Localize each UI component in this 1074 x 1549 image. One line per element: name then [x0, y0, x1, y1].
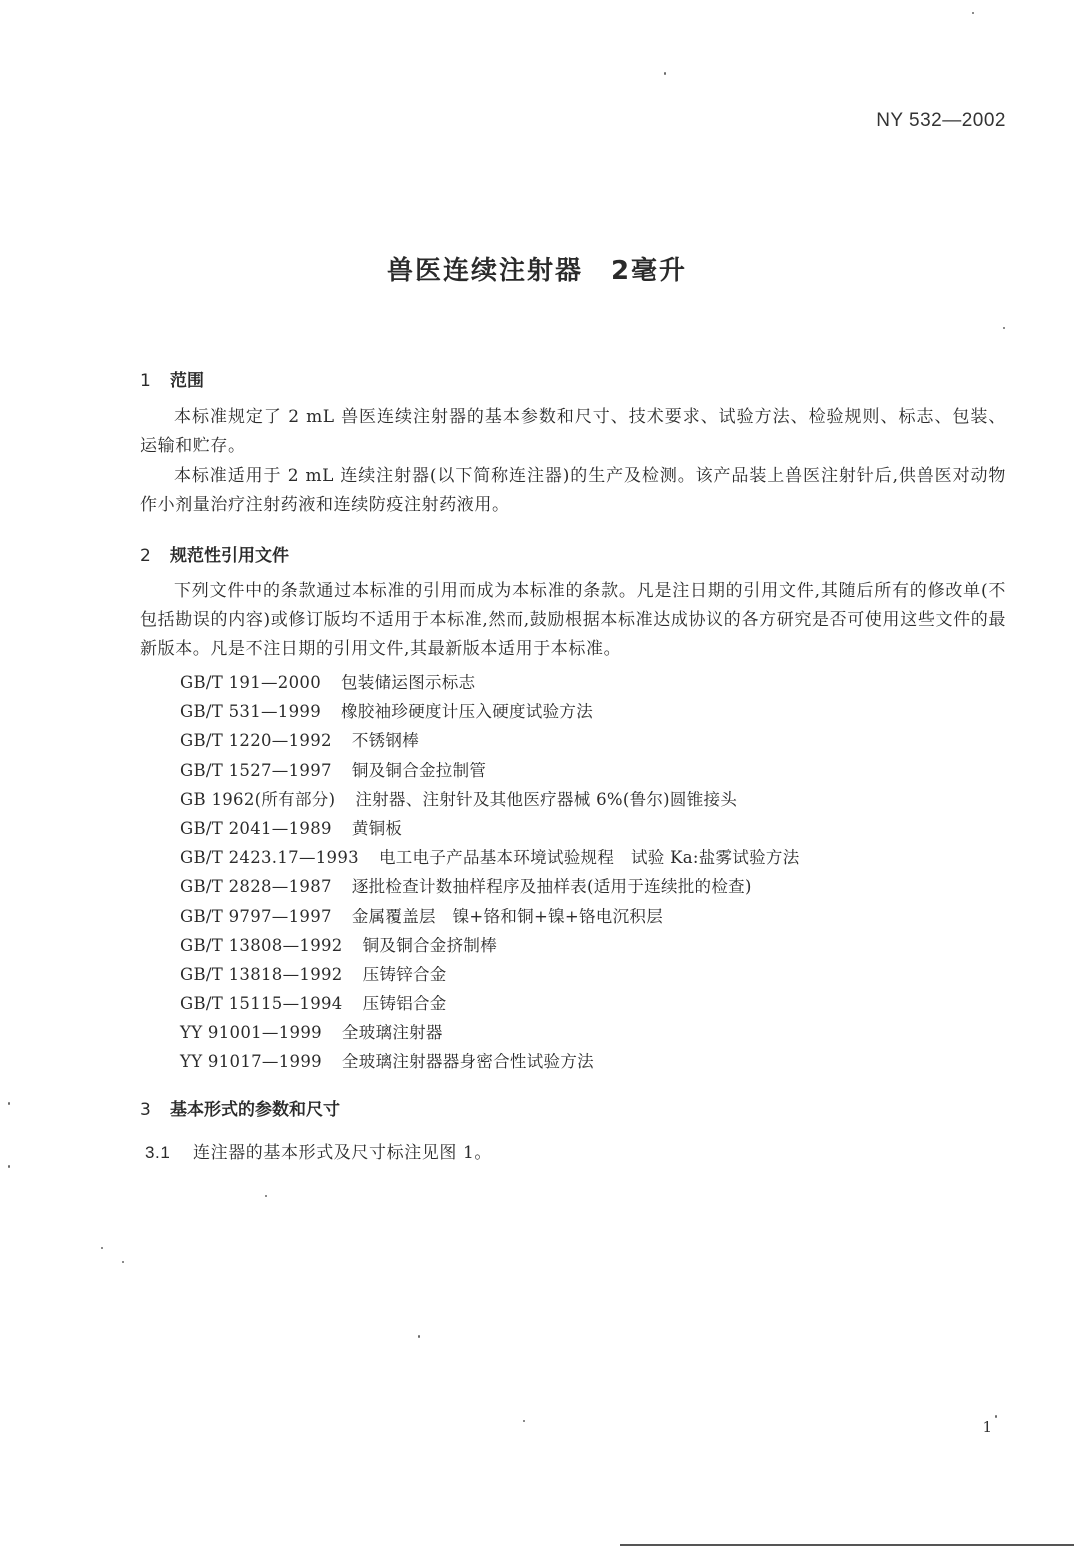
title-spec: 2毫升	[610, 256, 688, 286]
reference-title: 全玻璃注射器器身密合性试验方法	[341, 1052, 594, 1072]
reference-title: 逐批检查计数抽样程序及抽样表(适用于连续批的检查)	[351, 877, 752, 897]
reference-item	[180, 697, 800, 726]
reference-title: 包装储运图示标志	[341, 673, 476, 692]
reference-code: GB/T 13818—1992	[180, 964, 343, 984]
reference-item	[180, 960, 800, 989]
reference-code: GB/T 191—2000	[180, 673, 321, 692]
section-1-paragraph-1: 本标准规定了 2 mL 兽医连续注射器的基本参数和尺寸、技术要求、试验方法、检验规则、标志、包装、运输和贮存。	[140, 407, 1006, 456]
reference-code: GB/T 1220—1992	[180, 731, 332, 751]
reference-title: 不锈钢棒	[351, 731, 420, 751]
section-1-heading	[140, 366, 204, 391]
reference-code: GB/T 531—1999	[180, 702, 321, 722]
reference-code: GB/T 2423.17—1993	[180, 848, 359, 868]
section-1-paragraph-2: 本标准适用于 2 mL 连续注射器(以下简称连注器)的生产及检测。该产品装上兽医注射针后,供兽医对动物作小剂量治疗注射药液和连续防疫注射药液用。	[140, 466, 1006, 515]
reference-item	[180, 1018, 800, 1047]
reference-code: GB/T 2041—1989	[180, 818, 332, 838]
section-title: 基本形式的参数和尺寸	[170, 1100, 340, 1120]
reference-item	[180, 785, 800, 814]
reference-code: GB 1962(所有部分)	[180, 789, 336, 809]
title-name: 兽医连续注射器	[386, 256, 583, 286]
section-2-intro: 下列文件中的条款通过本标准的引用而成为本标准的条款。凡是注日期的引用文件,其随后所有的修改单(不包括勘误的内容)或修订版均不适用于本标准,然而,鼓励根据本标准达成协议的各方研究是否可使用这些文件的最新版本。凡是不注日期的引用文件,其最新版本适用于本标准。	[140, 581, 1006, 659]
scan-speck	[972, 12, 974, 14]
clause-3-1	[145, 1138, 492, 1163]
scan-speck	[523, 1420, 525, 1422]
section-number: 1	[140, 371, 151, 391]
reference-title: 压铸铝合金	[362, 994, 447, 1014]
scan-speck	[8, 1165, 10, 1168]
clause-number: 3.1	[145, 1143, 171, 1162]
reference-title: 铜及铜合金拉制管	[351, 760, 487, 780]
scan-speck	[101, 1247, 103, 1249]
reference-code: YY 91017—1999	[180, 1052, 322, 1072]
section-title: 范围	[170, 371, 204, 391]
section-2-heading	[140, 541, 289, 566]
reference-title: 注射器、注射针及其他医疗器械 6%(鲁尔)圆锥接头	[355, 789, 738, 809]
reference-list	[180, 668, 800, 1077]
standard-code: NY 532—2002	[876, 110, 1006, 131]
scan-speck	[122, 1261, 124, 1263]
section-3-heading	[140, 1095, 340, 1120]
reference-title: 电工电子产品基本环境试验规程 试验 Ka:盐雾试验方法	[378, 848, 800, 868]
reference-item	[180, 843, 800, 872]
reference-code: GB/T 15115—1994	[180, 994, 343, 1014]
section-title: 规范性引用文件	[170, 546, 289, 566]
reference-title: 金属覆盖层 镍+铬和铜+镍+铬电沉积层	[351, 906, 663, 926]
page-number: 1	[982, 1418, 992, 1436]
scan-speck	[265, 1195, 267, 1197]
reference-code: GB/T 13808—1992	[180, 935, 343, 955]
reference-item	[180, 1047, 800, 1076]
reference-title: 全玻璃注射器	[341, 1023, 443, 1043]
scan-speck	[664, 72, 666, 75]
reference-item	[180, 872, 800, 901]
reference-item	[180, 931, 800, 960]
reference-title: 黄铜板	[351, 818, 403, 838]
clause-text: 连注器的基本形式及尺寸标注见图 1。	[193, 1143, 493, 1163]
scan-speck	[995, 1415, 997, 1418]
scan-speck	[1003, 327, 1005, 329]
reference-item	[180, 902, 800, 931]
reference-title: 铜及铜合金挤制棒	[362, 935, 498, 955]
section-number: 3	[140, 1100, 151, 1120]
scan-speck	[418, 1335, 420, 1338]
section-number: 2	[140, 546, 151, 566]
reference-item	[180, 726, 800, 755]
document-title	[0, 250, 1074, 287]
reference-title: 橡胶袖珍硬度计压入硬度试验方法	[341, 702, 593, 722]
reference-item	[180, 989, 800, 1018]
scan-edge-line	[620, 1544, 1074, 1546]
scan-speck	[8, 1102, 10, 1105]
reference-item	[180, 668, 800, 697]
reference-title: 压铸锌合金	[362, 964, 447, 984]
reference-code: GB/T 1527—1997	[180, 760, 332, 780]
reference-code: GB/T 2828—1987	[180, 877, 332, 897]
reference-code: YY 91001—1999	[180, 1023, 322, 1043]
reference-item	[180, 756, 800, 785]
reference-code: GB/T 9797—1997	[180, 906, 332, 926]
reference-item	[180, 814, 800, 843]
